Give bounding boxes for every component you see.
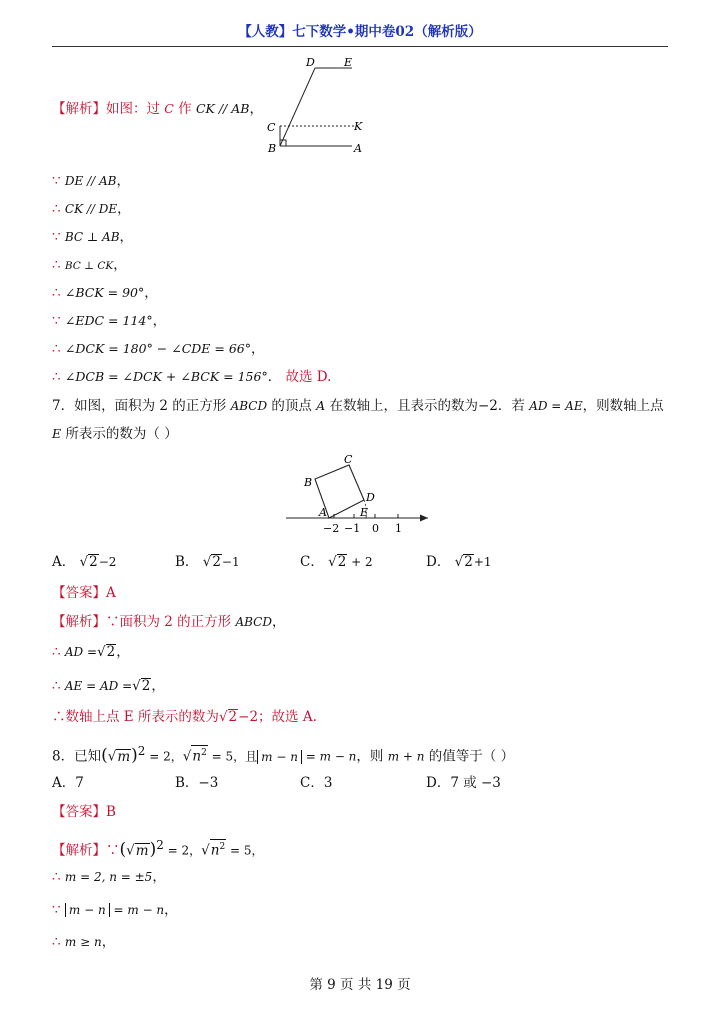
fig2-label-C: C [344, 453, 353, 466]
q6-step-6: ∵ ∠EDC = 114°， [52, 313, 167, 329]
fig2-tick-0: 0 [372, 522, 379, 535]
q6-step-4: ∴ BC ⊥ CK， [52, 257, 127, 273]
q6-step-8: ∴ ∠DCB = ∠DCK + ∠BCK = 156°． 故选 D. [52, 369, 332, 385]
q8-stem: 8．已知$(√m)^2 = 2$，$√n^2 = 5$，且 m − n = m − n，则 m + n 的值等于（ ） [52, 744, 515, 766]
q6-analysis-intro: 【解析】如图：过 C 作 CK // AB， [52, 101, 263, 117]
q8-option-a: A．7 [52, 775, 84, 791]
q7-analysis-4: ∴数轴上点 E 所表示的数为√2−2；故选 A. [52, 709, 317, 725]
page-footer: 第 9 页 共 19 页 [309, 977, 411, 993]
q6-choice: 故选 D. [285, 369, 332, 385]
fig2-tick-m2: −2 [323, 522, 340, 535]
q7-option-a: A． √2−2 [52, 554, 117, 570]
q8-analysis-3: ∵ m − n = m − n， [52, 902, 178, 918]
q7-analysis-3: ∴ AE = AD =√2， [52, 678, 165, 694]
page-header: 【人教】七下数学•期中卷02（解析版） [238, 24, 482, 40]
fig2-label-E: E [360, 506, 369, 519]
q8-option-c: C．3 [300, 775, 333, 791]
q8-analysis-1: 【解析】$\because(√m)^2 = 2$，$√n^2 = 5$， [52, 838, 264, 860]
fig2-tick-1: 1 [395, 522, 402, 535]
figure-parallel-lines [262, 54, 372, 158]
fig1-label-A: A [354, 142, 362, 155]
fig2-label-A: A [319, 506, 327, 519]
q6-step-1: ∵ DE // AB， [52, 173, 130, 189]
q7-analysis-1: 【解析】∵面积为 2 的正方形 ABCD， [52, 614, 286, 630]
q6-step-3: ∵ BC ⊥ AB， [52, 229, 134, 245]
q8-option-b: B．−3 [175, 775, 219, 791]
q7-stem-line2: E 所表示的数为（ ） [52, 426, 178, 442]
fig1-label-B: B [268, 142, 277, 155]
q6-step-7: ∴ ∠DCK = 180° − ∠CDE = 66°， [52, 341, 265, 357]
fig2-tick-m1: −1 [344, 522, 361, 535]
fig1-label-D: D [306, 56, 315, 69]
figure-square-number-line [282, 450, 438, 540]
q6-analysis-tag: 【解析】 [52, 101, 106, 117]
q7-option-b: B． √2−1 [175, 554, 240, 570]
q7-answer: 【答案】A [52, 585, 116, 601]
fig1-label-K: K [354, 120, 363, 133]
q6-step-2: ∴ CK // DE， [52, 201, 131, 217]
q7-option-d: D． √2+1 [426, 554, 492, 570]
q8-option-d: D．7 或 −3 [426, 775, 501, 791]
q8-analysis-2: ∴ m = 2, n = ±5， [52, 869, 166, 885]
q7-analysis-2: ∴ AD =√2， [52, 644, 130, 660]
fig1-label-C: C [267, 121, 276, 134]
q7-option-c: C． √2 + 2 [300, 554, 373, 570]
q8-answer: 【答案】B [52, 804, 116, 820]
fig2-label-D: D [366, 491, 375, 504]
header-divider [52, 46, 668, 47]
fig1-label-E: E [344, 56, 353, 69]
q7-stem-line1: 7．如图，面积为 2 的正方形 ABCD 的顶点 A 在数轴上，且表示的数为−2．若 AD = AE，则数轴上点 [52, 398, 664, 414]
q8-analysis-4: ∴ m ≥ n， [52, 934, 116, 950]
q6-step-5: ∴ ∠BCK = 90°， [52, 285, 158, 301]
fig2-label-B: B [304, 476, 313, 489]
